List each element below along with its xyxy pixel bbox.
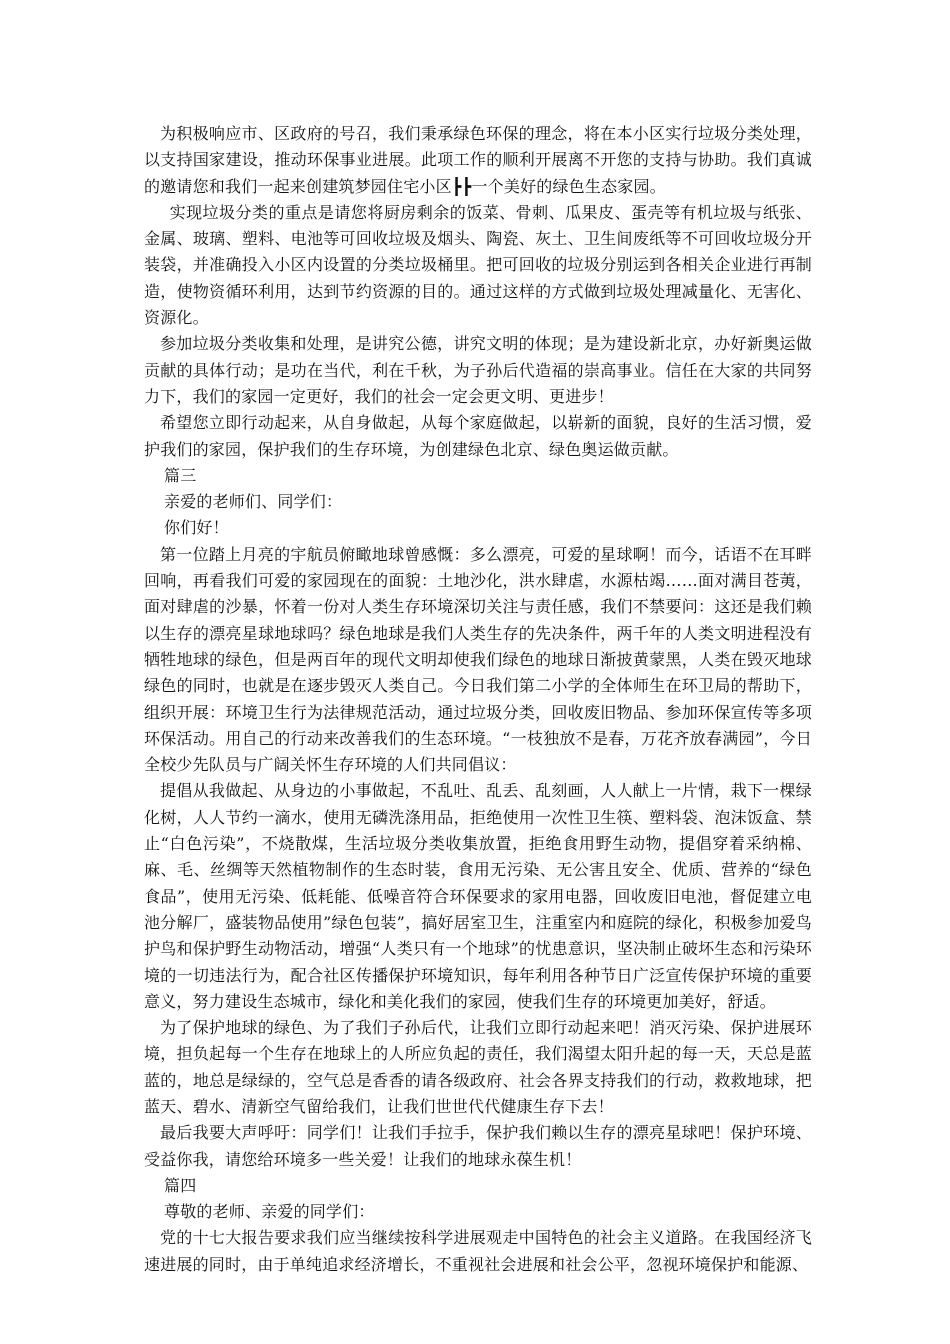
- greeting: 你们好！: [164, 518, 229, 538]
- paragraph-earth-reflection: 第一位踏上月亮的宇航员俯瞰地球曾感慨：多么漂亮，可爱的星球啊！而今，话语不在耳畔回响，再看我们可爱的家园现在的面貌：土地沙化，洪水肆虐，水源枯竭……面对满目苍荑，面对肆虐的沙暴，怀着一份对人类生存环境深切关注与责任感，我们不禁要问：这还是我们赖以生存的漂亮星球地球吗？绿色地球是我们人类生存的先决条件，两千年的人类文明进程没有牺牲地球的绿色，但是两百年的现代文明却使我们绿色的地球日渐披黄蒙黑，人类在毁灭地球绿色的同时，也就是在逐步毁灭人类自己。今日我们第二小学的全体师生在环卫局的帮助下，组织开展：环境卫生行为法律规范活动，通过垃圾分类，回收废旧物品、参加环保宣传等多项环保活动。用自己的行动来改善我们的生态环境。“一枝独放不是春，万花齐放春满园”，今日全校少先队员与广阔关怀生存环境的人们共同倡议：: [144, 544, 812, 775]
- document-page: [144, 121, 812, 1278]
- paragraph-protect-earth: 为了保护地球的绿色、为了我们子孙后代，让我们立即行动起来吧！消灭污染、保护进展环境，担负起每一个生存在地球上的人所应负起的责任，我们渴望太阳升起的每一天，天总是蓝蓝的，地总是绿绿的，空气总是香香的请各级政府、社会各界支持我们的行动，救救地球，把蓝天、碧水、清新空气留给我们，让我们世世代代健康生存下去！: [144, 1018, 812, 1116]
- section-heading-part4: 篇四: [164, 1175, 197, 1195]
- paragraph-call-to-action: 希望您立即行动起来，从自身做起，从每个家庭做起，以崭新的面貌，良好的生活习惯，爱护我们的家园，保护我们的生存环境，为创建绿色北京、绿色奥运做贡献。: [144, 413, 812, 459]
- paragraph-party-report: 党的十七大报告要求我们应当继续按科学进展观走中国特色的社会主义道路。在我国经济飞速进展的同时，由于单纯追求经济增长，不重视社会进展和社会公平，忽视环境保护和能源、: [144, 1228, 812, 1274]
- salutation-respected-teachers: 尊敬的老师、亲爱的同学们：: [164, 1202, 375, 1222]
- paragraph-significance: 参加垃圾分类收集和处理，是讲究公德，讲究文明的体现；是为建设新北京，办好新奥运做贡献的具体行动；是功在当代，利在千秋，为子孙后代造福的崇高事业。信任在大家的共同努力下，我们的家园一定更好，我们的社会一定会更文明、更进步！: [144, 334, 812, 406]
- paragraph-community-appeal: 为积极响应市、区政府的号召，我们秉承绿色环保的理念，将在本小区实行垃圾分类处理，以支持国家建设，推动环保事业进展。此项工作的顺利开展离不开您的支持与协助。我们真诚的邀请您和我们一起来创建筑梦园住宅小区┣┣一个美好的绿色生态家园。: [144, 124, 812, 196]
- section-heading-part3: 篇三: [164, 465, 197, 485]
- paragraph-sorting-method: 实现垃圾分类的重点是请您将厨房剩余的饭菜、骨刺、瓜果皮、蛋壳等有机垃圾与纸张、金属、玻璃、塑料、电池等可回收垃圾及烟头、陶瓷、灰土、卫生间废纸等不可回收垃圾分开装袋，并准确投入小区内设置的分类垃圾桶里。把可回收的垃圾分别运到各相关企业进行再制造，使物资循环利用，达到节约资源的目的。通过这样的方式做到垃圾处理减量化、无害化、资源化。: [144, 202, 812, 328]
- paragraph-proposals: 提倡从我做起、从身边的小事做起，不乱吐、乱丢、乱刻画，人人献上一片情，栽下一棵绿化树，人人节约一滴水，使用无磷洗涤用品，拒绝使用一次性卫生筷、塑料袋、泡沫饭盒、禁止“白色污染”，不烧散煤，生活垃圾分类收集放置，拒绝食用野生动物，提倡穿着采纳棉、麻、毛、丝绸等天然植物制作的生态时装，食用无污染、无公害且安全、优质、营养的“绿色食品”，使用无污染、低耗能、低噪音符合环保要求的家用电器，回收废旧电池，督促建立电池分解厂，盛装物品使用”绿色包装”，搞好居室卫生，注重室内和庭院的绿化，积极参加爱鸟护鸟和保护野生动物活动，增强“人类只有一个地球”的忧患意识，坚决制止破坏生态和污染环境的一切违法行为，配合社区传播保护环境知识，每年利用各种节日广泛宣传保护环境的重要意义，努力建设生态城市，绿化和美化我们的家园，使我们生存的环境更加美好，舒适。: [144, 781, 812, 1011]
- salutation-teachers-students: 亲爱的老师们、同学们：: [164, 492, 343, 512]
- paragraph-final-appeal: 最后我要大声呼吁：同学们！让我们手拉手，保护我们赖以生存的漂亮星球吧！保护环境、受益你我，请您给环境多一些关爱！让我们的地球永葆生机！: [144, 1123, 812, 1169]
